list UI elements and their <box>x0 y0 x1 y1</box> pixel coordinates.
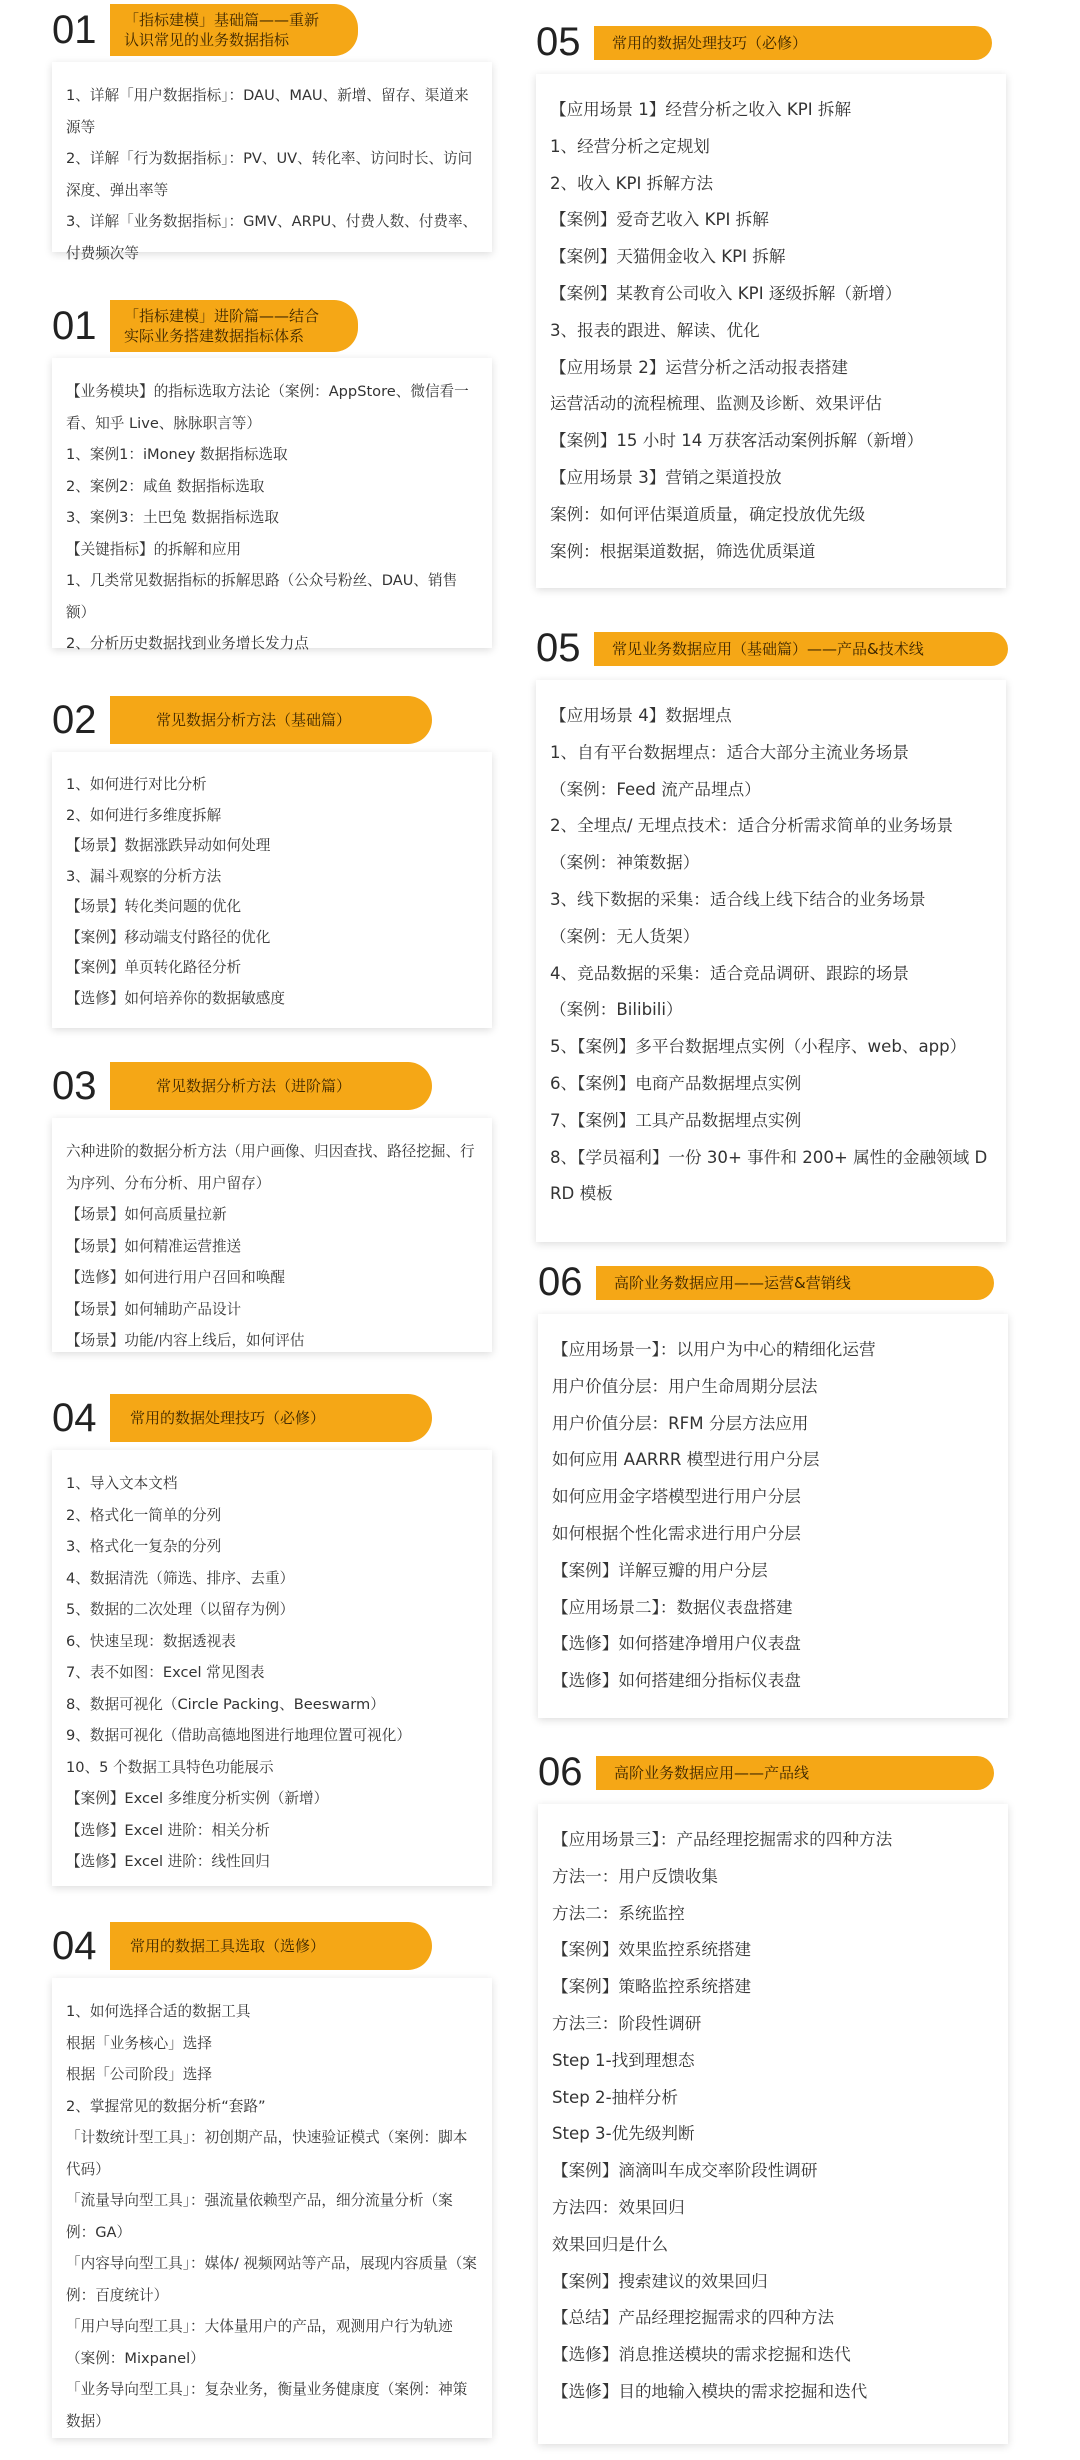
list-item: 【案例】单页转化路径分析 <box>66 959 242 976</box>
section-header <box>52 1058 492 1114</box>
list-item: 「用户导向型工具」：大体量用户的产品，观测用户行为轨迹（案例：Mixpanel） <box>66 2318 453 2367</box>
list-item: 5、数据的二次处理（以留存为例） <box>66 1601 295 1618</box>
section-title: 常用的数据处理技巧（必修） <box>612 34 808 52</box>
list-item: 8、【学员福利】一份 30+ 事件和 200+ 属性的金融领域 DRD 模板 <box>550 1147 988 1204</box>
list-item: 9、数据可视化（借助高德地图进行地理位置可视化） <box>66 1727 411 1744</box>
list-item: 2、全埋点/ 无埋点技术：适合分析需求简单的业务场景 <box>550 816 954 836</box>
list-item: 4、竞品数据的采集：适合竞品调研、跟踪的场景 <box>550 963 910 983</box>
section-title: 高阶业务数据应用——产品线 <box>614 1764 810 1782</box>
section-number: 05 <box>536 626 581 670</box>
list-item: 【应用场景 1】经营分析之收入 KPI 拆解 <box>550 100 852 119</box>
list-item: 3、详解「业务数据指标」：GMV、ARPU、付费人数、付费率、付费频次等 <box>66 213 478 262</box>
section-title: 常用的数据处理技巧（必修） <box>130 1409 326 1427</box>
list-item: 【案例】效果监控系统搭建 <box>552 1940 752 1960</box>
list-item: 【选修】Excel 进阶：线性回归 <box>66 1853 270 1870</box>
section-title-banner <box>596 1756 994 1790</box>
section-number: 02 <box>52 698 97 742</box>
list-item: （案例：无人货架） <box>550 926 700 946</box>
section-number: 01 <box>52 304 97 348</box>
list-item: 【案例】Excel 多维度分析实例（新增） <box>66 1790 329 1807</box>
list-item: 【案例】策略监控系统搭建 <box>552 1977 752 1997</box>
list-item: 【案例】爱奇艺收入 KPI 拆解 <box>550 210 769 230</box>
section-title: 「指标建模」进阶篇——结合实际业务搭建数据指标体系 <box>124 307 320 345</box>
list-item: 3、报表的跟进、解读、优化 <box>550 320 760 340</box>
list-item: 【应用场景一】：以用户为中心的精细化运营 <box>552 1340 876 1359</box>
section-05-processing <box>536 14 1006 588</box>
list-item: 【选修】Excel 进阶：相关分析 <box>66 1821 270 1839</box>
list-item: 6、【案例】电商产品数据埋点实例 <box>550 1073 802 1093</box>
list-item: 【选修】如何搭建净增用户仪表盘 <box>552 1634 801 1654</box>
section-title-banner <box>594 26 992 60</box>
list-item: Step 2-抽样分析 <box>552 2087 678 2107</box>
list-item: 【场景】如何精准运营推送 <box>66 1237 242 1255</box>
list-item: 1、导入文本文档 <box>66 1475 178 1492</box>
section-header <box>52 1918 492 1974</box>
list-item: 6、快速呈现：数据透视表 <box>66 1632 236 1650</box>
list-item: 【案例】天猫佣金收入 KPI 拆解 <box>550 247 786 267</box>
list-item: 「计数统计型工具」：初创期产品，快速验证模式（案例：脚本代码） <box>66 2129 468 2178</box>
section-number: 04 <box>52 1396 97 1440</box>
section-header <box>538 1744 1008 1800</box>
section-card <box>52 752 492 1028</box>
list-item: 1、经营分析之定规划 <box>550 136 710 156</box>
section-header <box>52 692 492 748</box>
list-item: 六种进阶的数据分析方法（用户画像、归因查找、路径挖掘、行为序列、分布分析、用户留存） <box>66 1143 475 1192</box>
list-item: 效果回归是什么 <box>552 2234 669 2254</box>
list-item: 5、【案例】多平台数据埋点实例（小程序、web、app） <box>550 1037 967 1057</box>
list-item: 1、如何选择合适的数据工具 <box>66 2003 251 2020</box>
list-item: 【场景】如何高质量拉新 <box>66 1206 227 1223</box>
section-card <box>52 62 492 262</box>
list-item: 2、掌握常见的数据分析“套路” <box>66 2097 266 2115</box>
section-number: 04 <box>52 1924 97 1968</box>
list-item: 2、收入 KPI 拆解方法 <box>550 173 714 193</box>
section-title: 常见数据分析方法（进阶篇） <box>156 1077 352 1095</box>
list-item: 1、几类常见数据指标的拆解思路（公众号粉丝、DAU、销售额） <box>66 572 458 621</box>
list-item: 【选修】如何搭建细分指标仪表盘 <box>552 1671 801 1691</box>
section-title: 高阶业务数据应用——运营&营销线 <box>614 1274 851 1292</box>
list-item: 【业务模块】的指标选取方法论（案例：AppStore、微信看一看、知乎 Live、脉脉职言等） <box>66 383 469 432</box>
section-number: 01 <box>52 8 97 52</box>
section-card <box>52 1118 492 1352</box>
section-number: 06 <box>538 1750 583 1794</box>
list-item: 案例：根据渠道数据，筛选优质渠道 <box>550 541 816 561</box>
list-item: 1、详解「用户数据指标」：DAU、MAU、新增、留存、渠道来源等 <box>66 87 469 136</box>
section-title-banner <box>110 4 358 56</box>
section-06-operations <box>538 1254 1008 1718</box>
list-item: （案例：Feed 流产品埋点） <box>550 779 761 799</box>
list-item: 【应用场景二】：数据仪表盘搭建 <box>552 1597 793 1617</box>
list-item: （案例：神策数据） <box>550 853 700 873</box>
section-header <box>52 1390 492 1446</box>
section-number: 05 <box>536 20 581 64</box>
list-item: 2、格式化一简单的分列 <box>66 1506 222 1524</box>
list-item: 8、数据可视化（Circle Packing、Beeswarm） <box>66 1695 385 1713</box>
list-item: 【案例】滴滴叫车成交率阶段性调研 <box>552 2161 818 2181</box>
section-title: 常见数据分析方法（基础篇） <box>156 711 352 729</box>
section-header <box>536 14 1006 70</box>
section-04-tools <box>52 1918 492 2438</box>
list-item: 方法二：系统监控 <box>552 1903 685 1923</box>
list-item: 【案例】搜索建议的效果回归 <box>552 2271 768 2291</box>
list-item: 方法一：用户反馈收集 <box>552 1866 718 1886</box>
list-item: 如何应用金字塔模型进行用户分层 <box>552 1487 801 1507</box>
list-item: 4、数据清洗（筛选、排序、去重） <box>66 1569 295 1587</box>
section-card <box>52 1978 492 2438</box>
list-item: 10、5 个数据工具特色功能展示 <box>66 1758 274 1776</box>
section-number: 06 <box>538 1260 583 1304</box>
list-item: 3、线下数据的采集：适合线上线下结合的业务场景 <box>550 889 926 909</box>
section-number: 03 <box>52 1064 97 1108</box>
list-item: 1、自有平台数据埋点：适合大部分主流业务场景 <box>550 742 910 762</box>
list-item: 2、分析历史数据找到业务增长发力点 <box>66 635 309 652</box>
list-item: 【应用场景 2】运营分析之活动报表搭建 <box>550 357 848 377</box>
list-item: 2、如何进行多维度拆解 <box>66 806 222 824</box>
list-item: 案例：如何评估渠道质量，确定投放优先级 <box>550 504 866 524</box>
list-item: 1、如何进行对比分析 <box>66 776 207 793</box>
list-item: Step 1-找到理想态 <box>552 2050 695 2070</box>
list-item: （案例：Bilibili） <box>550 1000 683 1020</box>
section-card <box>52 1450 492 1886</box>
list-item: 7、表不如图：Excel 常见图表 <box>66 1664 265 1681</box>
list-item: 【案例】移动端支付路径的优化 <box>66 928 271 946</box>
list-item: Step 3-优先级判断 <box>552 2124 695 2144</box>
section-03 <box>52 1058 492 1352</box>
section-title-banner <box>110 696 432 744</box>
section-title-banner <box>110 1922 432 1970</box>
list-item: 【场景】功能/内容上线后，如何评估 <box>66 1332 305 1349</box>
list-item: 用户价值分层：用户生命周期分层法 <box>552 1376 818 1396</box>
section-title: 常用的数据工具选取（选修） <box>130 1937 326 1955</box>
list-item: 【场景】数据涨跌异动如何处理 <box>66 837 271 854</box>
section-04-processing <box>52 1390 492 1886</box>
section-card <box>52 358 492 652</box>
section-06-product <box>538 1744 1008 2444</box>
section-card <box>538 1804 1008 2444</box>
section-title-banner <box>110 1394 432 1442</box>
list-item: 3、格式化一复杂的分列 <box>66 1538 222 1555</box>
list-item: 【选修】如何培养你的数据敏感度 <box>66 989 285 1007</box>
list-item: 方法三：阶段性调研 <box>552 2013 702 2033</box>
list-item: 【案例】15 小时 14 万获客活动案例拆解（新增） <box>550 431 924 451</box>
section-header <box>538 1254 1008 1310</box>
list-item: 「流量导向型工具」：强流量依赖型产品，细分流量分析（案例：GA） <box>66 2192 453 2241</box>
list-item: 【场景】转化类问题的优化 <box>66 898 242 915</box>
list-item: 【案例】详解豆瓣的用户分层 <box>552 1560 768 1580</box>
section-01-advanced <box>52 298 492 652</box>
section-title-banner <box>594 632 1008 666</box>
section-title: 「指标建模」基础篇——重新认识常见的业务数据指标 <box>124 11 320 49</box>
list-item: 根据「业务核心」选择 <box>66 2034 212 2052</box>
list-item: 运营活动的流程梳理、监测及诊断、效果评估 <box>550 394 882 414</box>
list-item: 2、详解「行为数据指标」：PV、UV、转化率、访问时长、访问深度、弹出率等 <box>66 150 473 199</box>
section-title-banner <box>110 300 358 352</box>
list-item: 2、案例2：咸鱼 数据指标选取 <box>66 477 265 495</box>
section-01-basic <box>52 2 492 262</box>
section-02 <box>52 692 492 1028</box>
list-item: 「内容导向型工具」：媒体/ 视频网站等产品，展现内容质量（案例：百度统计） <box>66 2255 477 2304</box>
list-item: 1、案例1：iMoney 数据指标选取 <box>66 446 288 463</box>
list-item: 【应用场景 4】数据埋点 <box>550 706 732 725</box>
list-item: 【关键指标】的拆解和应用 <box>66 540 242 558</box>
list-item: 【选修】如何进行用户召回和唤醒 <box>66 1269 285 1286</box>
section-title: 常见业务数据应用（基础篇）——产品&技术线 <box>612 640 924 658</box>
list-item: 【选修】目的地输入模块的需求挖掘和迭代 <box>552 2381 868 2401</box>
section-card <box>538 1314 1008 1718</box>
list-item: 方法四：效果回归 <box>552 2197 685 2217</box>
list-item: 如何应用 AARRR 模型进行用户分层 <box>552 1450 820 1470</box>
section-title-banner <box>596 1266 994 1300</box>
list-item: 【总结】产品经理挖掘需求的四种方法 <box>552 2308 835 2328</box>
section-card <box>536 74 1006 588</box>
section-header <box>52 298 492 354</box>
list-item: 3、案例3：土巴兔 数据指标选取 <box>66 509 279 526</box>
list-item: 【应用场景三】：产品经理挖掘需求的四种方法 <box>552 1830 893 1849</box>
list-item: 【应用场景 3】营销之渠道投放 <box>550 467 782 487</box>
list-item: 7、【案例】工具产品数据埋点实例 <box>550 1110 802 1130</box>
section-header <box>52 2 492 58</box>
list-item: 【场景】如何辅助产品设计 <box>66 1300 242 1318</box>
list-item: 3、漏斗观察的分析方法 <box>66 867 222 885</box>
list-item: 【选修】消息推送模块的需求挖掘和迭代 <box>552 2345 851 2365</box>
list-item: 用户价值分层：RFM 分层方法应用 <box>552 1413 809 1433</box>
list-item: 根据「公司阶段」选择 <box>66 2066 212 2083</box>
section-title-banner <box>110 1062 432 1110</box>
section-header <box>536 620 1006 676</box>
section-05-product-tech <box>536 620 1006 1242</box>
list-item: 如何根据个性化需求进行用户分层 <box>552 1523 801 1543</box>
section-card <box>536 680 1006 1242</box>
list-item: 「业务导向型工具」：复杂业务，衡量业务健康度（案例：神策数据） <box>66 2381 468 2430</box>
list-item: 【案例】某教育公司收入 KPI 逐级拆解（新增） <box>550 283 902 303</box>
